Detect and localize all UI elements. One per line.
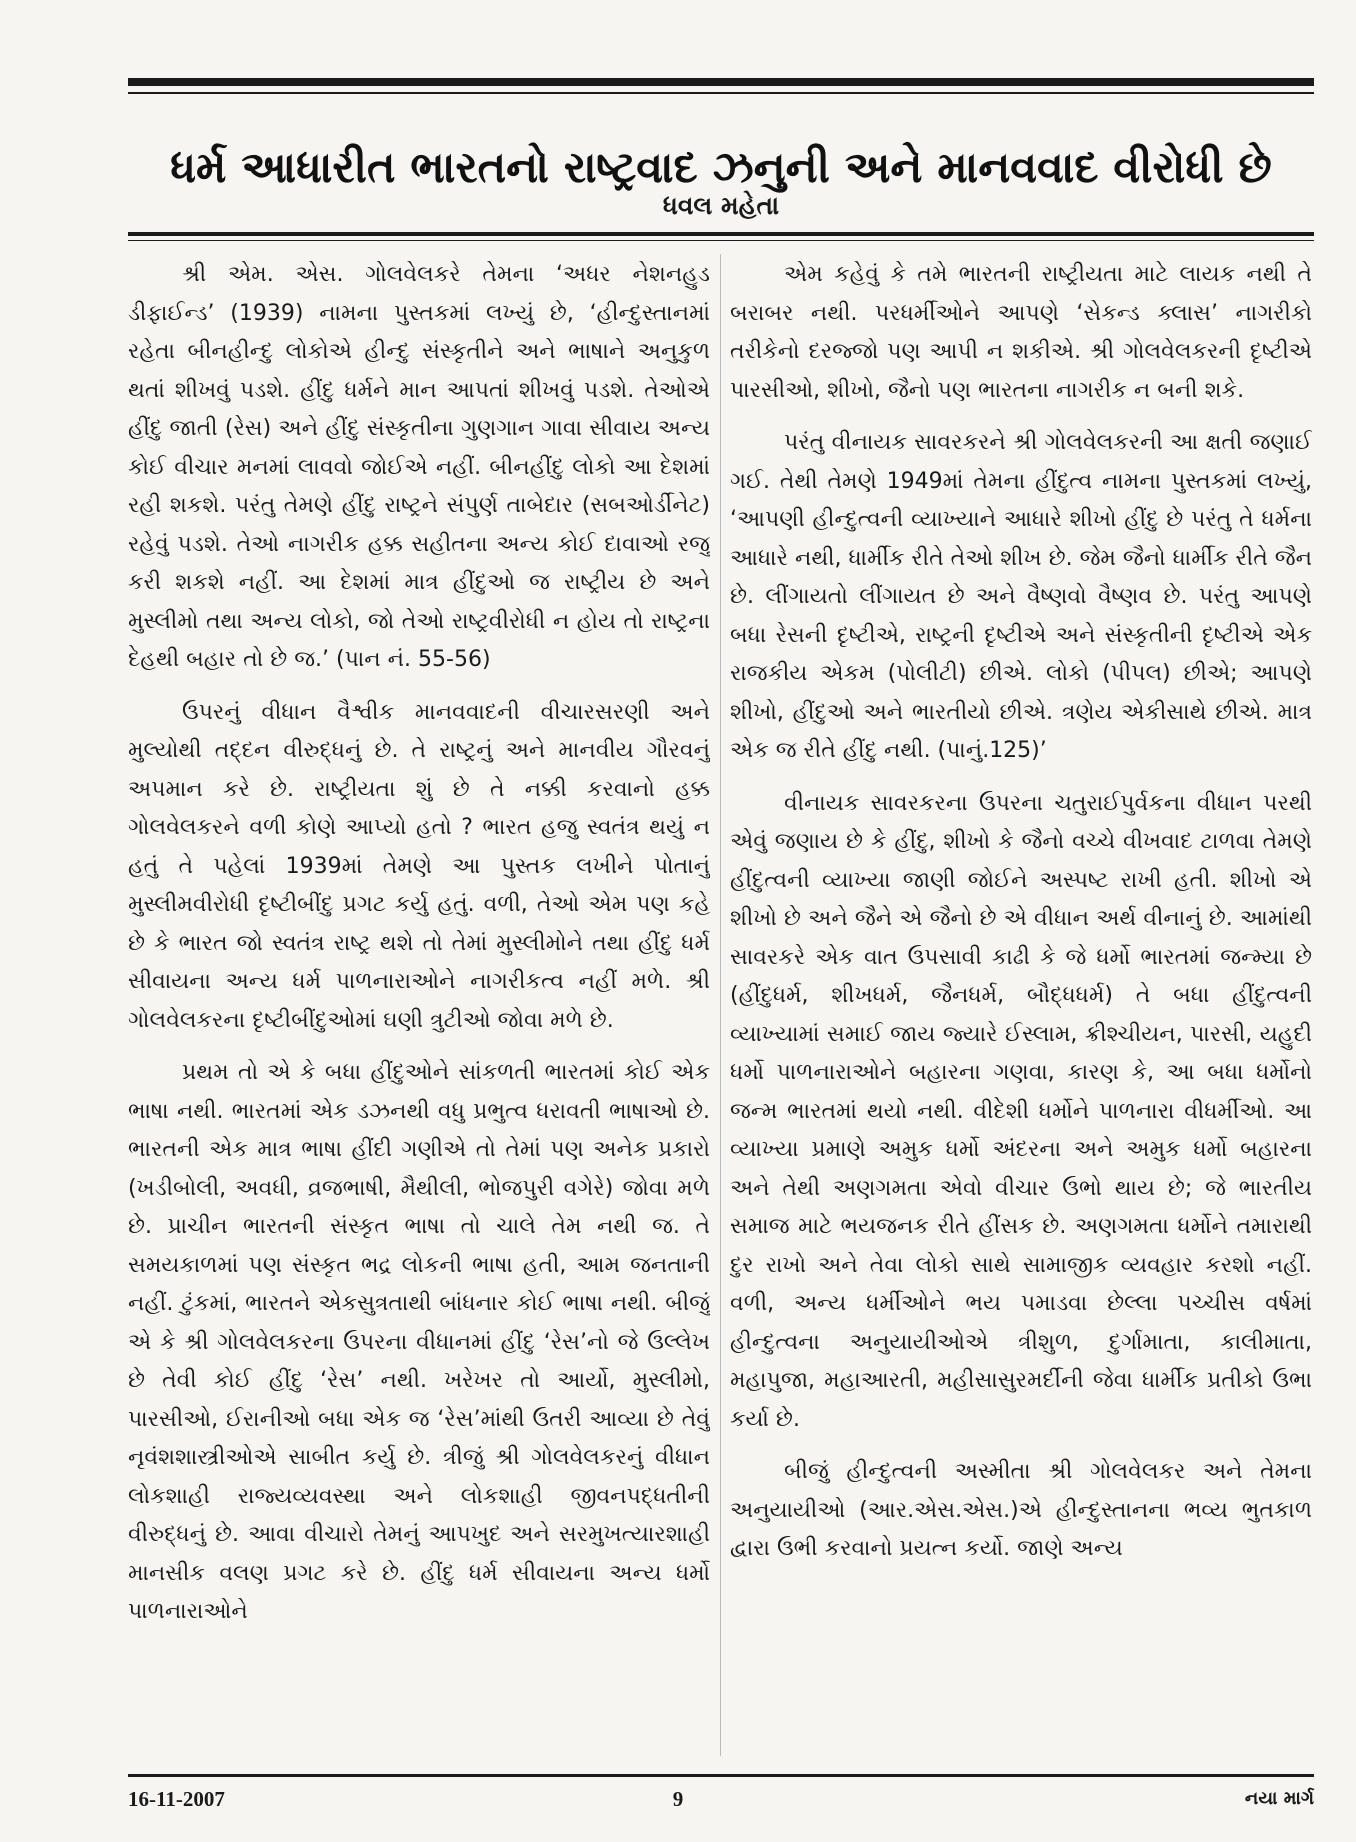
paragraph: વીનાયક સાવરકરના ઉપરના ચતુરાઈપુર્વકના વીધાન પરથી એવું જણાય છે કે હીંદુ, શીખો કે જૈનો વચ્ચે વીખવાદ ટાળવા તેમણે હીંદુત્વની વ્યાખ્યા જાણી જોઈને અસ્પષ્ટ રાખી હતી. શીખો એ શીખો છે અને જૈને એ જૈનો છે એ વીધાન અર્થ વીનાનું છે. આમાંથી સાવરકરે એક વાત ઉપસાવી કાઢી કે જે ધર્મો ભારતમાં જન્મ્યા છે (હીંદુધર્મ, શીખધર્મ, જૈનધર્મ, બૌદ્ધધર્મ) તે બધા હીંદુત્વની વ્યાખ્યામાં સમાઈ જાય જ્યારે ઈસ્લામ, ક્રીશ્ચીયન, પારસી, યહુદી ધર્મો પાળનારાઓને બહારના ગણવા, કારણ કે, આ બધા ધર્મોનો જન્મ ભારતમાં થયો નથી. વીદેશી ધર્મોને પાળનારા વીધર્મીઓ. આ વ્યાખ્યા પ્રમાણે અમુક ધર્મો અંદરના અને અમુક ધર્મો બહારના અને તેથી અણગમતા એવો વીચાર ઉભો થાય છે; જે ભારતીય સમાજ માટે ભયજનક રીતે હીંસક છે. અણગમતા ધર્મોને તમારાથી દુર રાખો અને તેવા લોકો સાથે સામાજીક વ્યવહાર કરશો નહીં. વળી, અન્ય ધર્મીઓને ભય પમાડવા છેલ્લા પચ્ચીસ વર્ષમાં હીન્દુત્વના અનુયાયીઓએ ત્રીશુળ, દુર્ગામાતા, કાલીમાતા, મહાપુજા, મહાઆરતી, મહીસાસુરમર્દીની જેવા ધાર્મીક પ્રતીકો ઉભા કર્યા છે. xyxy=(730,790,1312,1432)
top-rule-thin xyxy=(128,92,1314,94)
footer-rule xyxy=(128,1774,1314,1777)
paragraph: પ્રથમ તો એ કે બધા હીંદુઓને સાંકળતી ભારતમાં કોઈ એક ભાષા નથી. ભારતમાં એક ડઝનથી વધુ પ્રભુત્વ ધરાવતી ભાષાઓ છે. ભારતની એક માત્ર ભાષા હીંદી ગણીએ તો તેમાં પણ અનેક પ્રકારો (ખડીબોલી, અવધી, વ્રજભાષી, મૈથીલી, ભોજપુરી વગેરે) જોવા મળે છે. પ્રાચીન ભારતની સંસ્કૃત ભાષા તો ચાલે તેમ નથી જ. તે સમયકાળમાં પણ સંસ્કૃત ભદ્ર લોકની ભાષા હતી, આમ જનતાની નહીં. ટુંકમાં, ભારતને એકસુત્રતાથી બાંધનાર કોઈ ભાષા નથી. બીજું એ કે શ્રી ગોલવેલકરના ઉપરના વીધાનમાં હીંદુ ‘રેસ’નો જે ઉલ્લેખ છે તેવી કોઈ હીંદુ ‘રેસ’ નથી. ખરેખર તો આર્યો, મુસ્લીમો, પારસીઓ, ઈરાનીઓ બધા એક જ ‘રેસ’માંથી ઉતરી આવ્યા છે તેવું નૃવંશશાસ્ત્રીઓએ સાબીત કર્યુ છે. ત્રીજું શ્રી ગોલવેલકરનું વીધાન લોકશાહી રાજ્યવ્યવસ્થા અને લોકશાહી જીવનપદ્ધતીની વીરુદ્ધનું છે. આવા વીચારો તેમનું આપખુદ અને સરમુખત્યારશાહી માનસીક વલણ પ્રગટ કરે છે. હીંદુ ધર્મ સીવાયના અન્ય ધર્મો પાળનારાઓને xyxy=(128,1060,710,1624)
column-divider xyxy=(720,254,721,1756)
left-column xyxy=(128,256,710,1756)
publication-name: નયા માર્ગ xyxy=(1244,1788,1314,1809)
paragraph: બીજું હીન્દુત્વની અસ્મીતા શ્રી ગોલવેલકર અને તેમના અનુયાયીઓ (આર.એસ.એસ.)એ હીન્દુસ્તાનના ભવ્ય ભુતકાળ દ્વારા ઉભી કરવાનો પ્રયત્ન કર્યો. જાણે અન્ય xyxy=(730,1459,1312,1561)
byline-rule-thick xyxy=(128,232,1314,236)
byline-rule-thin xyxy=(128,240,1314,241)
right-column xyxy=(730,256,1312,1756)
paragraph: પરંતુ વીનાયક સાવરકરને શ્રી ગોલવેલકરની આ ક્ષતી જણાઈ ગઈ. તેથી તેમણે 1949માં તેમના હીંદુત્વ નામના પુસ્તકમાં લખ્યું, ‘આપણી હીન્દુત્વની વ્યાખ્યાને આધારે શીખો હીંદુ છે પરંતુ તે ધર્મના આધારે નથી, ધાર્મીક રીતે તેઓ શીખ છે. જેમ જૈનો ધાર્મીક રીતે જૈન છે. લીંગાયતો લીંગાયત છે અને વૈષ્ણવો વૈષ્ણવ છે. પરંતુ આપણે બધા રેસની દૃષ્ટીએ, રાષ્ટ્રની દૃષ્ટીએ અને સંસ્કૃતીની દૃષ્ટીએ એક રાજકીય એકમ (પોલીટી) છીએ. લોકો (પીપલ) છીએ; આપણે શીખો, હીંદુઓ અને ભારતીયો છીએ. ત્રણેય એકીસાથે છીએ. માત્ર એક જ રીતે હીંદુ નથી. (પાનું.125)’ xyxy=(730,430,1312,763)
author-byline: ધવલ મહેતા xyxy=(662,191,780,220)
article-headline: ધર્મ આધારીત ભારતનો રાષ્ટ્રવાદ ઝનુની અને માનવવાદ વીરોધી છે xyxy=(170,142,1272,193)
page-number: 9 xyxy=(672,1787,684,1811)
paragraph: ઉપરનું વીધાન વૈશ્વીક માનવવાદની વીચારસરણી અને મુલ્યોથી તદ્દન વીરુદ્ધનું છે. તે રાષ્ટ્રનું અને માનવીય ગૌરવનું અપમાન કરે છે. રાષ્ટ્રીયતા શું છે તે નક્કી કરવાનો હક્ક ગોલવેલકરને વળી કોણે આપ્યો હતો ? ભારત હજુ સ્વતંત્ર થયું ન હતું તે પહેલાં 1939માં તેમણે આ પુસ્તક લખીને પોતાનું મુસ્લીમવીરોધી દૃષ્ટીબીંદુ પ્રગટ કર્યુ હતું. વળી, તેઓ એમ પણ કહે છે કે ભારત જો સ્વતંત્ર રાષ્ટ્ર થશે તો તેમાં મુસ્લીમોને તથા હીંદુ ધર્મ સીવાયના અન્ય ધર્મ પાળનારાઓને નાગરીકત્વ નહીં મળે. શ્રી ગોલવેલકરના દૃષ્ટીબીંદુઓમાં ઘણી ત્રુટીઓ જોવા મળે છે. xyxy=(128,699,710,1033)
top-rule-thick xyxy=(128,78,1314,86)
issue-date: 16-11-2007 xyxy=(128,1787,225,1811)
paragraph: શ્રી એમ. એસ. ગોલવેલકરે તેમના ‘અધર નેશનહુડ ડીફાઈન્ડ’ (1939) નામના પુસ્તકમાં લખ્યું છે, ‘હીન્દુસ્તાનમાં રહેતા બીનહીન્દુ લોકોએ હીન્દુ સંસ્કૃતીને અને ભાષાને અનુકુળ થતાં શીખવું પડશે. હીંદુ ધર્મને માન આપતાં શીખવું પડશે. તેઓએ હીંદુ જાતી (રેસ) અને હીંદુ સંસ્કૃતીના ગુણગાન ગાવા સીવાય અન્ય કોઈ વીચાર મનમાં લાવવો જોઈએ નહીં. બીનહીંદુ લોકો આ દેશમાં રહી શકશે. પરંતુ તેમણે હીંદુ રાષ્ટ્રને સંપુર્ણ તાબેદાર (સબઓર્ડીનેટ) રહેવું પડશે. તેઓ નાગરીક હક્ક સહીતના અન્ય કોઈ દાવાઓ રજુ કરી શકશે નહીં. આ દેશમાં માત્ર હીંદુઓ જ રાષ્ટ્રીય છે અને મુસ્લીમો તથા અન્ય લોકો, જો તેઓ રાષ્ટ્રવીરોધી ન હોય તો રાષ્ટ્રના દેહથી બહાર તો છે જ.’ (પાન નં. 55-56) xyxy=(128,262,710,672)
paragraph: એમ કહેવું કે તમે ભારતની રાષ્ટ્રીયતા માટે લાયક નથી તે બરાબર નથી. પરધર્મીઓને આપણે ‘સેકન્ડ ક્લાસ’ નાગરીકો તરીકેનો દરજ્જો પણ આપી ન શકીએ. શ્રી ગોલવેલકરની દૃષ્ટીએ પારસીઓ, શીખો, જૈનો પણ ભારતના નાગરીક ન બની શકે. xyxy=(730,262,1312,403)
